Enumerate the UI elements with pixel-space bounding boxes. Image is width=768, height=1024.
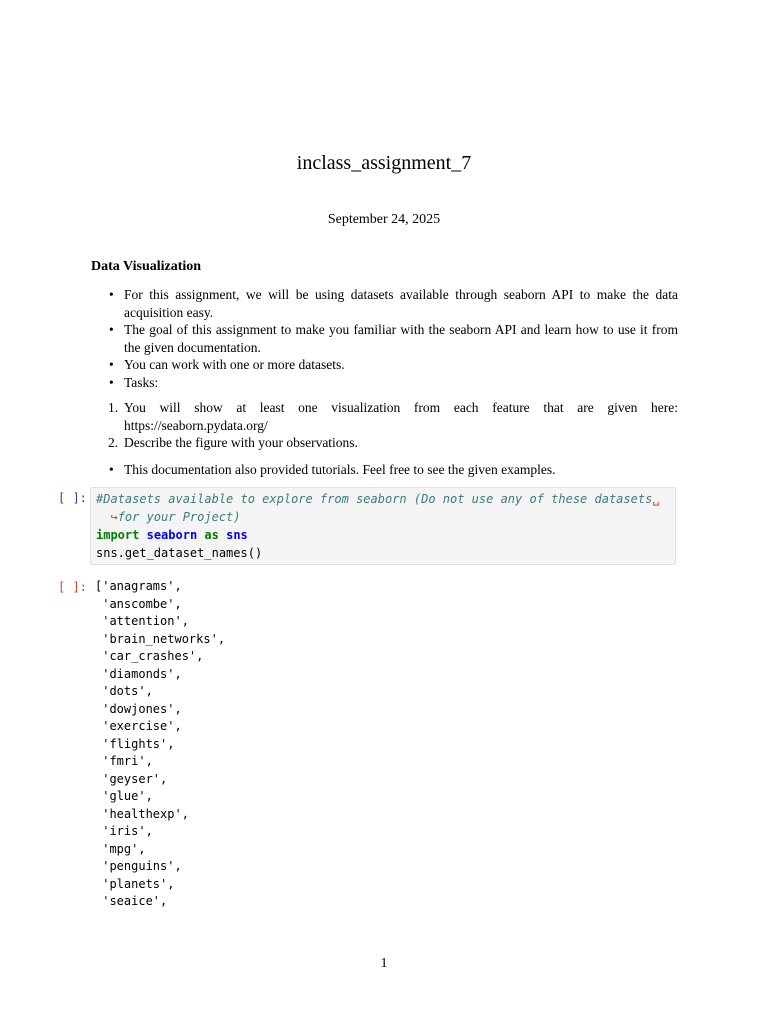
bullet-text: Tasks:: [124, 374, 159, 390]
output-line: 'dowjones',: [95, 701, 182, 716]
bullet-item: [108, 461, 678, 479]
output-line: 'planets',: [95, 876, 175, 891]
section-heading: Data Visualization: [91, 259, 202, 274]
output-line: 'penguins',: [95, 859, 182, 873]
output-line: 'attention',: [95, 614, 189, 628]
bullet-marker: •: [109, 287, 114, 302]
bullet-item: [108, 374, 678, 392]
code-line: [96, 526, 670, 544]
task-item: [108, 399, 678, 434]
output-line: 'mpg',: [95, 841, 146, 856]
bullet-marker: •: [109, 357, 114, 372]
bullet-text: For this assignment, we will be using datasets available through seaborn API to make the data acquisition easy.: [124, 287, 678, 320]
bullet-item: [108, 356, 678, 374]
output-line: 'exercise',: [95, 719, 182, 733]
task-item: [108, 434, 678, 452]
closing-bullet-list: [108, 461, 678, 479]
output-line: 'dots',: [95, 684, 153, 698]
input-prompt: [ ]:: [58, 491, 87, 505]
code-line: [96, 490, 670, 508]
task-list: [108, 399, 678, 452]
line-wrap-icon: ␣: [652, 492, 660, 506]
output-line: 'brain_networks',: [95, 631, 226, 646]
output-line: 'seaice',: [95, 894, 168, 908]
code-call: sns.get_dataset_names(): [96, 546, 263, 560]
output-line: 'anscombe',: [95, 596, 182, 611]
document-date: September 24, 2025: [327, 212, 441, 227]
task-text: You will show at least one visualization from each feature that are given here: https://seaborn.pydata.org/: [124, 400, 678, 433]
bullet-marker: •: [109, 374, 114, 390]
output-line: 'healthexp',: [95, 806, 189, 821]
task-number: 2.: [108, 435, 119, 450]
bullet-item: [108, 286, 678, 321]
bullet-text: The goal of this assignment to make you familiar with the seaborn API and learn how to use it from the given documentation.: [124, 322, 678, 355]
module-alias: sns: [226, 528, 248, 542]
task-number: 1.: [108, 400, 119, 415]
output-line: 'car_crashes',: [95, 649, 204, 663]
code-line: [96, 508, 670, 526]
bullet-text: You can work with one or more datasets.: [124, 357, 345, 372]
task-text: Describe the figure with your observations.: [124, 435, 358, 450]
output-line: 'iris',: [95, 824, 153, 838]
bullet-text: This documentation also provided tutorials. Feel free to see the given examples.: [124, 462, 556, 477]
output-line: 'flights',: [95, 736, 175, 751]
code-comment: for your Project): [117, 510, 241, 524]
output-list: [95, 578, 225, 911]
bullet-marker: •: [109, 462, 114, 477]
output-line: 'glue',: [95, 789, 153, 803]
module-name: seaborn: [146, 528, 198, 542]
document-title: inclass_assignment_7: [296, 152, 472, 174]
keyword-import: import: [96, 528, 140, 542]
output-line: 'fmri',: [95, 754, 153, 768]
output-line: 'geyser',: [95, 771, 168, 786]
output-prompt: [ ]:: [58, 580, 87, 594]
output-line: ['anagrams',: [95, 579, 182, 593]
continuation-arrow-icon: ↪: [110, 510, 118, 524]
intro-bullet-list: [108, 286, 678, 391]
keyword-as: as: [204, 528, 219, 542]
page-number: 1: [380, 956, 388, 971]
bullet-marker: •: [109, 322, 114, 337]
bullet-item: [108, 321, 678, 356]
code-cell[interactable]: [90, 487, 676, 565]
code-comment: #Datasets available to explore from seaborn (Do not use any of these datasets: [96, 492, 653, 506]
output-line: 'diamonds',: [95, 666, 182, 681]
